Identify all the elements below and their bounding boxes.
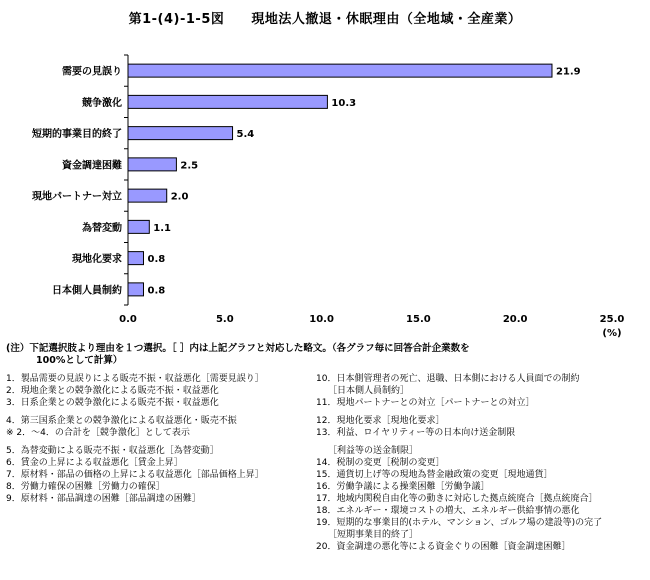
data-label: 10.3	[331, 97, 357, 109]
data-label: 0.8	[147, 285, 166, 297]
category-label: 為替変動	[82, 222, 122, 234]
note-item: 14．税制の変更［税制の変更］	[316, 458, 445, 468]
note-item: ［利益等の送金制限］	[328, 446, 419, 456]
note-item: 10．日本側管理者の死亡、退職、日本側における人員面での制約	[316, 374, 580, 384]
note-item: ※ 2．～4．の合計を［競争激化］として表示	[6, 428, 190, 438]
note-item: 16．労働争議による操業困難［労働争議］	[316, 482, 490, 492]
category-label: 資金調達困難	[62, 160, 122, 172]
notes-section	[0, 343, 650, 580]
note-item: ［日本側人員制約］	[328, 386, 410, 396]
x-tick-label: 5.0	[215, 314, 234, 325]
note-item: 6．賃金の上昇による収益悪化［賃金上昇］	[6, 458, 183, 468]
category-label: 現地化要求	[72, 254, 122, 266]
x-tick-label: 25.0	[599, 314, 625, 325]
bar-5	[128, 189, 167, 202]
note-item: 3．日系企業との競争激化による販売不振・収益悪化	[6, 398, 219, 408]
x-tick-label: 20.0	[502, 314, 528, 325]
note-item: 7．原材料・部品の価格の上昇による収益悪化［部品価格上昇］	[6, 470, 264, 480]
category-label: 日本側人員制約	[52, 285, 122, 297]
note-item: 12．現地化要求［現地化要求］	[316, 416, 445, 426]
note-item: 19．短期的な事業目的(ホテル、マンション、ゴルフ場の建設等)の完了	[316, 518, 603, 528]
data-label: 2.0	[170, 191, 189, 203]
notes-right-column	[316, 373, 648, 553]
note-item: 13．利益、ロイヤリティー等の日本向け送金制限	[316, 428, 516, 438]
note-item: 8．労働力確保の困難［労働力の確保］	[6, 482, 165, 492]
x-tick-label: 15.0	[406, 314, 431, 325]
bar-8	[128, 283, 143, 296]
bar-1	[128, 64, 552, 77]
note-item: 17．地域内関税自由化等の動きに対応した拠点統廃合［拠点統廃合］	[316, 494, 598, 504]
notes-left-column	[6, 373, 311, 505]
note-item: 11．現地パートナーとの対立［パートナーとの対立］	[316, 398, 535, 408]
notes-header-line-2: 100%として計算）	[36, 355, 123, 366]
x-unit-label: (%)	[602, 328, 622, 339]
data-label: 21.9	[555, 66, 581, 78]
note-item: 18．エネルギー・環境コストの増大、エネルギー供給事情の悪化	[316, 506, 580, 516]
bar-4	[128, 158, 176, 171]
note-item: 20．資金調達の悪化等による資金ぐりの困難［資金調達困難］	[316, 542, 571, 552]
data-label: 2.5	[180, 160, 199, 172]
chart-title: 第1-(4)-1-5図 現地法人撤退・休眠理由（全地域・全産業）	[128, 12, 522, 27]
category-label: 需要の見誤り	[62, 66, 122, 78]
notes-header	[6, 343, 646, 367]
note-item: 4．第三国系企業との競争激化による収益悪化・販売不振	[6, 416, 237, 426]
x-tick-label: 10.0	[309, 314, 334, 325]
note-item: 2．現地企業との競争激化による販売不振・収益悪化	[6, 386, 219, 396]
bar-7	[128, 252, 143, 265]
category-label: 現地パートナー対立	[32, 191, 122, 203]
bar-2	[128, 95, 327, 108]
note-item: 9．原材料・部品調達の困難［部品調達の困難］	[6, 494, 201, 504]
data-label: 5.4	[236, 129, 255, 141]
note-item: 15．通貨切上げ等の現地為替金融政策の変更［現地通貨］	[316, 470, 553, 480]
bar-3	[128, 127, 233, 140]
data-label: 1.1	[153, 222, 172, 234]
note-item: ［短期事業目的終了］	[328, 530, 419, 540]
category-label: 短期的事業目的終了	[32, 129, 122, 141]
bar-6	[128, 220, 149, 233]
x-tick-label: 0.0	[119, 314, 137, 325]
category-label: 競争激化	[82, 97, 122, 109]
data-label: 0.8	[147, 254, 166, 266]
note-item: 5．為替変動による販売不振・収益悪化［為替変動］	[6, 446, 219, 456]
note-item: 1．製品需要の見誤りによる販売不振・収益悪化［需要見誤り］	[6, 374, 264, 384]
notes-header-line-1: (注）下記選択肢より理由を１つ選択。［ ］内は上記グラフと対応した略文。（各グラフ毎に回答合計企業数を	[6, 343, 470, 354]
